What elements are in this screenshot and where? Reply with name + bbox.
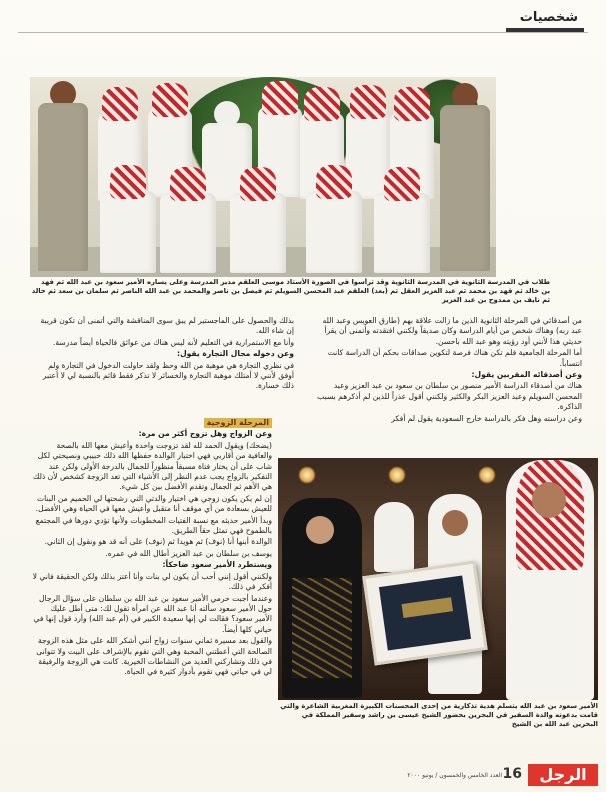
paragraph: والقول بعد مسيرة ثماني سنوات زواج أنني أشكر الله على مثل هذه الزوجة الصالحة التي أعطتني المحبة وهي التي تقوم بالإشراف على البيت ولا تتوانى في ذلك وتشاركني العديد من النشاطات الخيرية. كانت هي الزوجة والرفيقة لي في حياتي فهي تقوم بأدوار كثيرة في الحياة. <box>36 636 272 677</box>
paragraph: ويستطرد الأمير سعود ضاحكاً: <box>162 560 272 570</box>
paragraph: الوالدة أبنها أنا (نوف) ثم هويدا ثم (نوف) على أنه قد هو ونقول إن الثاني. <box>44 537 272 547</box>
framed-gift <box>362 561 487 666</box>
paragraph: وعن دراسته وهل فكر بالدراسة خارج السعودية يقول لم أفكر <box>391 413 582 423</box>
person-seated <box>374 171 430 273</box>
person-standing <box>374 502 414 572</box>
person-seated <box>306 169 362 273</box>
group-photo-caption: طلاب في المدرسة الثانوية في المدرسة الثانوية وقد ترأسوا في الصورة الأستاذ موسى العلقم مدير المدرسة وعلى يساره الأمير سعود بن عبد الله ثم فهد بن خالد ثم قهد بن محمد ثم عبد العزيز العقل ثم (بعد) العلقم عبد المحسن السويلم ثم فيصل بن ناصر والمحمد بن عبد الله الناصر ثم سلمان بن سعد ثم خالد ثم نايف بن ممدوح بن عبد العزيز <box>31 278 550 304</box>
paragraph: بذلك والحصول على الماجستير لم يبق سوى المناقشة والتي أتمنى أن تكون قريبة إن شاء الله. <box>40 316 294 336</box>
text-column-left <box>32 316 294 416</box>
paragraph: ولكنني أقول إنني أحب أن يكون لي بنات وأنا أعتز بذلك ولكن الحقيقة فاني لا أفكر في ذلك. <box>32 571 272 592</box>
person-prince <box>506 460 594 700</box>
paragraph: (يضحك) ويقول الحمد لله لقد تزوجت واحدة وأعيش معها الله بالصحة والعافية من أقاربي فهي اختيار الوالدة حفظها الله ذلك حبيبي ونصيحتي لكل شاب على أن يختار فتاة مسبقاً منظوراً للجمال بالدرجة الأولى ولكن عند التفكير بالزواج يجب عدم النظر إلى الأشياء التي تعد الزوجة كشخص لأن ذلك هي الأهم ثم الجمال وتقدم الأفضل بين كل شيء. <box>33 440 272 492</box>
paragraph: في نظري التجارة هي موهبة من الله وحظ ولقد حاولت الدخول في التجارة ولم أوفق لأنني لا أمتلك موهبة التجارة والخسائر لا تذكر فقط قائم بالنسبة لي لا أعتبر ذلك خسارة. <box>42 360 294 391</box>
section-title: شخصيات <box>519 10 578 25</box>
footer <box>0 760 606 792</box>
group-photo <box>30 77 496 277</box>
photo-lamp <box>478 466 496 484</box>
paragraph: أما المرحلة الجامعية فلم تكن هناك فرصة لتكوين صداقات بحكم أن الدراسة كانت انتساباً. <box>327 348 582 368</box>
paragraph: وعن أصدقائه المقربين يقول: <box>471 370 582 380</box>
person-standing <box>38 81 88 271</box>
photo-lamp <box>388 466 406 484</box>
section-heading-marriage: المرحلة الزوجية <box>204 418 272 428</box>
paragraph: وعندما أجبت حرمي الأمير سعود بن عبد الله بن سلطان على سؤال الرجال حول الأمير سعود سألته أنا عبد الله عن امرأة تقول لك: متى أطل عليك الأمير سعود؟ فقالت لي إنها سعيدة الكبير في (أم عبد الله) وأرد قول إنها في حياتي كلها أيضاً. <box>33 593 272 634</box>
paragraph: وعن دخوله مجال التجارة يقول: <box>177 349 294 359</box>
paragraph: وأنا مع الاستمرارية في التعليم لأنه ليس هناك من عوائق فالحياة أيضاً مدرسة. <box>52 337 294 347</box>
paragraph: وعن الزواج وهل تزوج أكثر من مرة: <box>138 429 272 439</box>
award-photo-caption: الأمير سعود بن عبد الله يتسلم هدية تذكارية من إحدى المحسنات الكبيرة المغربية الشاعرة والتي قامت بدعوته والدة السفير في البحرين بحضور الشيخ عيسى بن راشد وسفير المملكة في البحرين عبد الله بن الشيخ <box>280 702 598 728</box>
marriage-paragraphs <box>32 429 272 677</box>
person-seated <box>230 171 286 273</box>
top-rule <box>18 32 588 33</box>
person-standing <box>440 83 490 271</box>
award-photo <box>278 458 598 700</box>
person-woman <box>282 498 362 698</box>
paragraph: من أصدقائي في المرحلة الثانوية الذين ما زالت علاقة بهم (طارق العويس وعبد الله عبد ربه) وهناك شخص من أيام الدراسة وكان صديقاً ولكنني افتقدته وأتمنى أن يقرأ حديثي هذا لأنني أود رؤيته وهو عبد الله باحسن. <box>322 316 582 346</box>
person-seated <box>100 169 156 273</box>
person-seated <box>160 171 216 273</box>
paragraph: هناك من أصدقاء الدراسة الأمير منصور بن سلطان بن سعود بن عبد العزيز وعبد المحسن السويلم وعبد العزيز البكر والكثير ولكنني أقول عذراً للذين لم أذكرهم بسبب الذاكرة. <box>317 381 582 412</box>
text-column-marriage <box>32 418 272 758</box>
paragraph: إن لم يكن يكون زوجي هي اختيار والدتي التي رشحتها لي الحميم من البنات للعيش بسعادة من أي موقف أنا متقبل وأعيش معها في الحياة وهي الأفضل. <box>35 493 272 514</box>
text-column-right <box>312 316 582 454</box>
paragraph: وبدأ الأمير حديثه مع نسبة الفتيات المخطوبات ولأنها تؤدي دورها في المجتمع بالطموح فهي تمثل حقاً الطريق. <box>35 515 272 536</box>
issue-info: العدد الخامس والخمسون / يونيو ٢٠٠٠ <box>407 772 502 779</box>
page-number: 16 <box>502 766 522 782</box>
photo-lamp <box>298 466 316 484</box>
paragraph: يوسف بن سلطان بن عبد العزيز أطال الله في عمره. <box>105 548 272 558</box>
magazine-logo: الرجل <box>528 764 598 786</box>
